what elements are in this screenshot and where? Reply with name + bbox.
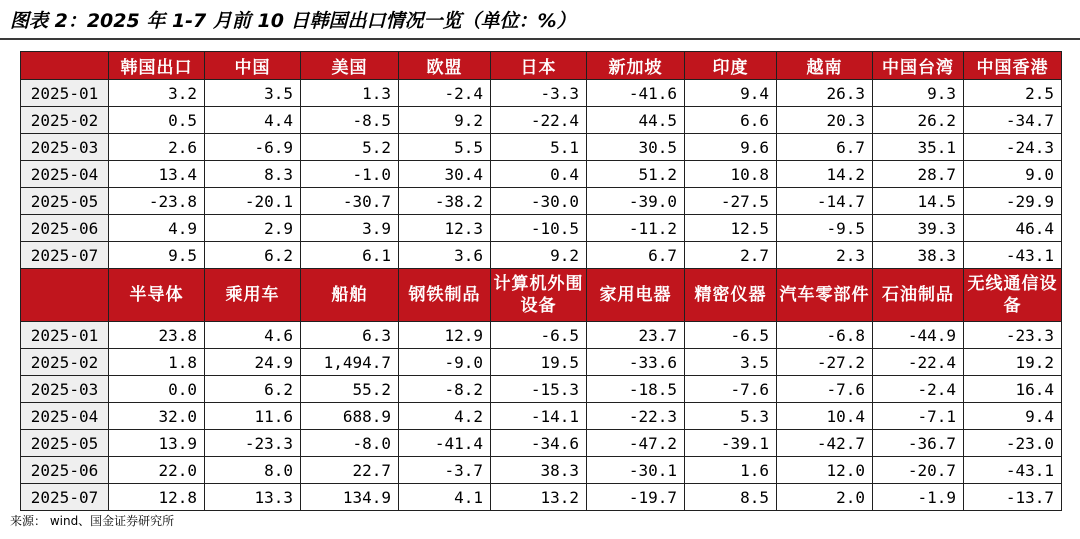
column-header: 中国 — [205, 52, 301, 80]
value-cell: -33.6 — [587, 349, 685, 376]
value-cell: -7.6 — [777, 376, 873, 403]
value-cell: -2.4 — [873, 376, 964, 403]
value-cell: -44.9 — [873, 322, 964, 349]
value-cell: -8.0 — [301, 430, 399, 457]
value-cell: 1.6 — [685, 457, 777, 484]
column-header: 美国 — [301, 52, 399, 80]
value-cell: 38.3 — [873, 242, 964, 269]
value-cell: 4.6 — [205, 322, 301, 349]
value-cell: 3.2 — [109, 80, 205, 107]
value-cell: -23.3 — [205, 430, 301, 457]
value-cell: 6.7 — [777, 134, 873, 161]
value-cell: -38.2 — [399, 188, 491, 215]
value-cell: -41.6 — [587, 80, 685, 107]
value-cell: -23.0 — [964, 430, 1062, 457]
value-cell: 22.0 — [109, 457, 205, 484]
column-header: 越南 — [777, 52, 873, 80]
value-cell: -2.4 — [399, 80, 491, 107]
date-cell: 2025-05 — [21, 188, 109, 215]
value-cell: 51.2 — [587, 161, 685, 188]
value-cell: -10.5 — [491, 215, 587, 242]
value-cell: -39.1 — [685, 430, 777, 457]
value-cell: -3.3 — [491, 80, 587, 107]
value-cell: 0.4 — [491, 161, 587, 188]
value-cell: 22.7 — [301, 457, 399, 484]
value-cell: 38.3 — [491, 457, 587, 484]
value-cell: 6.1 — [301, 242, 399, 269]
date-cell: 2025-02 — [21, 107, 109, 134]
value-cell: -22.4 — [491, 107, 587, 134]
column-header: 半导体 — [109, 269, 205, 322]
value-cell: 16.4 — [964, 376, 1062, 403]
value-cell: -23.3 — [964, 322, 1062, 349]
value-cell: 13.2 — [491, 484, 587, 511]
header-corner-cell — [21, 52, 109, 80]
value-cell: 0.0 — [109, 376, 205, 403]
column-header: 无线通信设备 — [964, 269, 1062, 322]
date-cell: 2025-04 — [21, 161, 109, 188]
value-cell: 4.4 — [205, 107, 301, 134]
table-row — [21, 242, 1062, 269]
value-cell: -30.1 — [587, 457, 685, 484]
title-divider — [0, 38, 1080, 40]
value-cell: 5.3 — [685, 403, 777, 430]
value-cell: -6.9 — [205, 134, 301, 161]
value-cell: 2.6 — [109, 134, 205, 161]
column-header: 汽车零部件 — [777, 269, 873, 322]
value-cell: 688.9 — [301, 403, 399, 430]
value-cell: 6.2 — [205, 376, 301, 403]
table-row — [21, 376, 1062, 403]
date-cell: 2025-07 — [21, 484, 109, 511]
date-cell: 2025-07 — [21, 242, 109, 269]
value-cell: -6.8 — [777, 322, 873, 349]
value-cell: 13.9 — [109, 430, 205, 457]
value-cell: 10.4 — [777, 403, 873, 430]
column-header: 家用电器 — [587, 269, 685, 322]
column-header: 精密仪器 — [685, 269, 777, 322]
value-cell: -7.6 — [685, 376, 777, 403]
table-row — [21, 161, 1062, 188]
value-cell: -41.4 — [399, 430, 491, 457]
column-header: 新加坡 — [587, 52, 685, 80]
table-row — [21, 484, 1062, 511]
value-cell: 9.6 — [685, 134, 777, 161]
value-cell: -27.5 — [685, 188, 777, 215]
table-row — [21, 80, 1062, 107]
value-cell: 5.2 — [301, 134, 399, 161]
value-cell: -34.6 — [491, 430, 587, 457]
table-row — [21, 188, 1062, 215]
value-cell: -43.1 — [964, 242, 1062, 269]
table-row — [21, 403, 1062, 430]
value-cell: -22.4 — [873, 349, 964, 376]
value-cell: -14.1 — [491, 403, 587, 430]
value-cell: -20.1 — [205, 188, 301, 215]
korea-export-table — [20, 51, 1062, 511]
value-cell: -24.3 — [964, 134, 1062, 161]
value-cell: 2.5 — [964, 80, 1062, 107]
value-cell: 46.4 — [964, 215, 1062, 242]
value-cell: 30.4 — [399, 161, 491, 188]
value-cell: 2.0 — [777, 484, 873, 511]
table-row — [21, 134, 1062, 161]
source-note: 来源： wind、国金证券研究所 — [10, 514, 175, 528]
value-cell: 2.7 — [685, 242, 777, 269]
value-cell: 9.5 — [109, 242, 205, 269]
value-cell: -34.7 — [964, 107, 1062, 134]
date-cell: 2025-06 — [21, 215, 109, 242]
value-cell: 12.3 — [399, 215, 491, 242]
value-cell: -23.8 — [109, 188, 205, 215]
value-cell: 3.9 — [301, 215, 399, 242]
value-cell: 6.2 — [205, 242, 301, 269]
value-cell: -8.5 — [301, 107, 399, 134]
value-cell: 55.2 — [301, 376, 399, 403]
column-header: 中国台湾 — [873, 52, 964, 80]
value-cell: -29.9 — [964, 188, 1062, 215]
value-cell: 12.0 — [777, 457, 873, 484]
figure-title: 图表 2：2025 年 1-7 月前 10 日韩国出口情况一览（单位：%） — [10, 10, 576, 32]
value-cell: 12.8 — [109, 484, 205, 511]
value-cell: -11.2 — [587, 215, 685, 242]
column-header: 石油制品 — [873, 269, 964, 322]
value-cell: 24.9 — [205, 349, 301, 376]
value-cell: 12.9 — [399, 322, 491, 349]
value-cell: 9.4 — [964, 403, 1062, 430]
value-cell: 8.3 — [205, 161, 301, 188]
column-header: 韩国出口 — [109, 52, 205, 80]
date-cell: 2025-02 — [21, 349, 109, 376]
value-cell: 0.5 — [109, 107, 205, 134]
column-header: 乘用车 — [205, 269, 301, 322]
value-cell: -6.5 — [491, 322, 587, 349]
date-cell: 2025-05 — [21, 430, 109, 457]
value-cell: -30.0 — [491, 188, 587, 215]
value-cell: 9.0 — [964, 161, 1062, 188]
value-cell: -39.0 — [587, 188, 685, 215]
value-cell: 23.8 — [109, 322, 205, 349]
value-cell: -19.7 — [587, 484, 685, 511]
value-cell: 44.5 — [587, 107, 685, 134]
value-cell: 39.3 — [873, 215, 964, 242]
value-cell: 2.3 — [777, 242, 873, 269]
date-cell: 2025-06 — [21, 457, 109, 484]
value-cell: 4.1 — [399, 484, 491, 511]
value-cell: 6.3 — [301, 322, 399, 349]
value-cell: -14.7 — [777, 188, 873, 215]
date-cell: 2025-03 — [21, 376, 109, 403]
value-cell: 19.5 — [491, 349, 587, 376]
column-header: 船舶 — [301, 269, 399, 322]
column-header: 中国香港 — [964, 52, 1062, 80]
value-cell: -42.7 — [777, 430, 873, 457]
value-cell: 3.6 — [399, 242, 491, 269]
value-cell: 4.9 — [109, 215, 205, 242]
value-cell: 10.8 — [685, 161, 777, 188]
value-cell: -3.7 — [399, 457, 491, 484]
value-cell: -9.5 — [777, 215, 873, 242]
value-cell: -43.1 — [964, 457, 1062, 484]
value-cell: 5.5 — [399, 134, 491, 161]
table-row — [21, 322, 1062, 349]
value-cell: -27.2 — [777, 349, 873, 376]
value-cell: -7.1 — [873, 403, 964, 430]
value-cell: 6.7 — [587, 242, 685, 269]
value-cell: 9.2 — [491, 242, 587, 269]
column-header: 计算机外围设备 — [491, 269, 587, 322]
value-cell: -30.7 — [301, 188, 399, 215]
value-cell: 1,494.7 — [301, 349, 399, 376]
date-cell: 2025-04 — [21, 403, 109, 430]
value-cell: 13.3 — [205, 484, 301, 511]
value-cell: -9.0 — [399, 349, 491, 376]
table-row — [21, 215, 1062, 242]
value-cell: 32.0 — [109, 403, 205, 430]
date-cell: 2025-01 — [21, 322, 109, 349]
column-header: 日本 — [491, 52, 587, 80]
date-cell: 2025-03 — [21, 134, 109, 161]
table-row — [21, 107, 1062, 134]
date-cell: 2025-01 — [21, 80, 109, 107]
header-corner-cell — [21, 269, 109, 322]
value-cell: 9.2 — [399, 107, 491, 134]
column-header: 印度 — [685, 52, 777, 80]
value-cell: 23.7 — [587, 322, 685, 349]
value-cell: 12.5 — [685, 215, 777, 242]
value-cell: 5.1 — [491, 134, 587, 161]
value-cell: -36.7 — [873, 430, 964, 457]
value-cell: 30.5 — [587, 134, 685, 161]
column-header: 钢铁制品 — [399, 269, 491, 322]
value-cell: -6.5 — [685, 322, 777, 349]
value-cell: 1.8 — [109, 349, 205, 376]
value-cell: -1.0 — [301, 161, 399, 188]
value-cell: -1.9 — [873, 484, 964, 511]
value-cell: -22.3 — [587, 403, 685, 430]
value-cell: 26.2 — [873, 107, 964, 134]
value-cell: -18.5 — [587, 376, 685, 403]
value-cell: 6.6 — [685, 107, 777, 134]
value-cell: 35.1 — [873, 134, 964, 161]
value-cell: 20.3 — [777, 107, 873, 134]
value-cell: -13.7 — [964, 484, 1062, 511]
value-cell: 14.5 — [873, 188, 964, 215]
value-cell: 9.4 — [685, 80, 777, 107]
table-row — [21, 349, 1062, 376]
value-cell: -47.2 — [587, 430, 685, 457]
table-row — [21, 457, 1062, 484]
value-cell: 3.5 — [685, 349, 777, 376]
value-cell: 3.5 — [205, 80, 301, 107]
value-cell: -15.3 — [491, 376, 587, 403]
value-cell: 2.9 — [205, 215, 301, 242]
value-cell: 19.2 — [964, 349, 1062, 376]
value-cell: 8.0 — [205, 457, 301, 484]
value-cell: -8.2 — [399, 376, 491, 403]
header-row — [21, 52, 1062, 80]
value-cell: 134.9 — [301, 484, 399, 511]
value-cell: 13.4 — [109, 161, 205, 188]
value-cell: 1.3 — [301, 80, 399, 107]
value-cell: 11.6 — [205, 403, 301, 430]
value-cell: 14.2 — [777, 161, 873, 188]
header-row — [21, 269, 1062, 322]
table-row — [21, 430, 1062, 457]
value-cell: -20.7 — [873, 457, 964, 484]
value-cell: 4.2 — [399, 403, 491, 430]
value-cell: 8.5 — [685, 484, 777, 511]
value-cell: 9.3 — [873, 80, 964, 107]
value-cell: 28.7 — [873, 161, 964, 188]
column-header: 欧盟 — [399, 52, 491, 80]
value-cell: 26.3 — [777, 80, 873, 107]
